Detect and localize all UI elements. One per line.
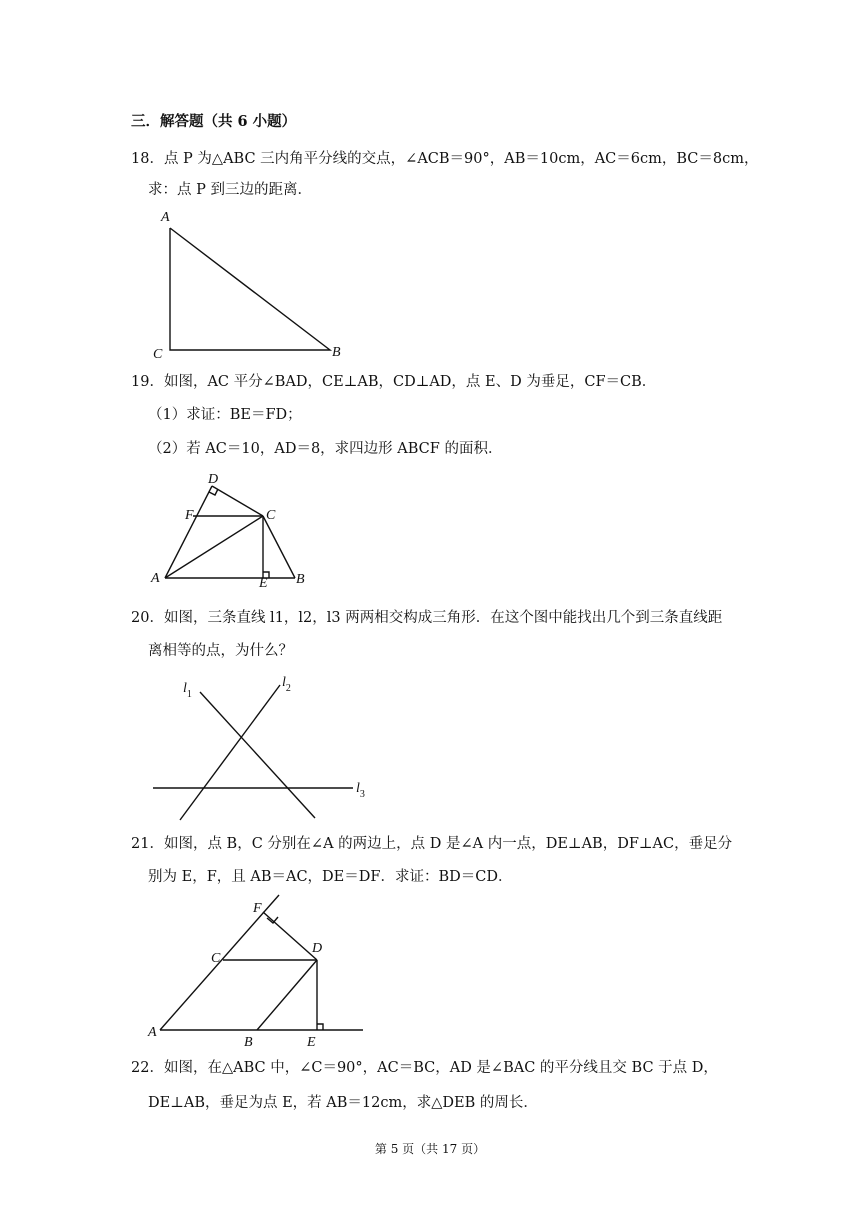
q18-label-B: B <box>332 345 341 360</box>
q21-label-E: E <box>307 1035 316 1050</box>
section-title: 三．解答题（共 6 小题） <box>131 113 297 130</box>
q19-label-E: E <box>259 576 268 588</box>
page-footer: 第 5 页（共 17 页） <box>374 1142 486 1156</box>
q19-subq1: （1）求证：BE＝FD； <box>148 407 302 423</box>
q21-label-B: B <box>244 1035 253 1050</box>
q20-text-line2: 离相等的点，为什么？ <box>148 643 293 659</box>
q20-line-l2 <box>180 685 280 820</box>
q22-text-line1: 22．如图，在△ABC 中，∠C＝90°，AC＝BC，AD 是∠BAC 的平分线且交 BC 于点 D， <box>131 1060 718 1076</box>
q20-figure <box>145 670 385 825</box>
q20-line-l1 <box>200 692 315 818</box>
q21-label-C: C <box>211 951 221 966</box>
q18-label-C: C <box>153 347 163 362</box>
q19-label-B: B <box>296 572 305 587</box>
q21-label-D: D <box>312 941 323 956</box>
q19-label-C: C <box>266 508 276 523</box>
q19-subq2: （2）若 AC＝10，AD＝8，求四边形 ABCF 的面积． <box>148 441 503 457</box>
q18-text-line1: 18．点 P 为△ABC 三内角平分线的交点，∠ACB＝90°，AB＝10cm，AC＝6cm，BC＝8cm， <box>131 151 759 167</box>
q18-triangle <box>170 228 330 350</box>
q21-figure <box>145 890 370 1050</box>
q21-text-line2: 别为 E，F，且 AB＝AC，DE＝DF．求证：BD＝CD． <box>148 869 513 885</box>
q21-label-F: F <box>253 901 262 916</box>
q21-text-line1: 21．如图，点 B，C 分别在∠A 的两边上，点 D 是∠A 内一点，DE⊥AB，DF⊥AC，垂足分 <box>131 836 733 852</box>
q20-label-l2: $l_2$ <box>282 675 291 694</box>
q18-figure <box>145 203 355 363</box>
q19-figure <box>145 468 325 588</box>
q20-label-l3: $l_3$ <box>356 781 365 800</box>
q19-label-D: D <box>208 472 219 487</box>
q20-label-l1: $l_1$ <box>183 681 192 700</box>
q18-label-A: A <box>161 210 170 225</box>
q22-text-line2: DE⊥AB，垂足为点 E，若 AB＝12cm，求△DEB 的周长． <box>148 1095 538 1111</box>
q19-label-A: A <box>151 571 160 586</box>
q21-label-A: A <box>148 1025 157 1040</box>
q20-text-line1: 20．如图，三条直线 l1，l2，l3 两两相交构成三角形．在这个图中能找出几个到三条直线距 <box>131 610 723 626</box>
q19-text-line1: 19．如图，AC 平分∠BAD，CE⊥AB，CD⊥AD，点 E、D 为垂足，CF＝CB． <box>131 374 657 390</box>
q18-text-line2: 求：点 P 到三边的距离． <box>148 182 312 198</box>
q19-label-F: F <box>185 508 194 523</box>
